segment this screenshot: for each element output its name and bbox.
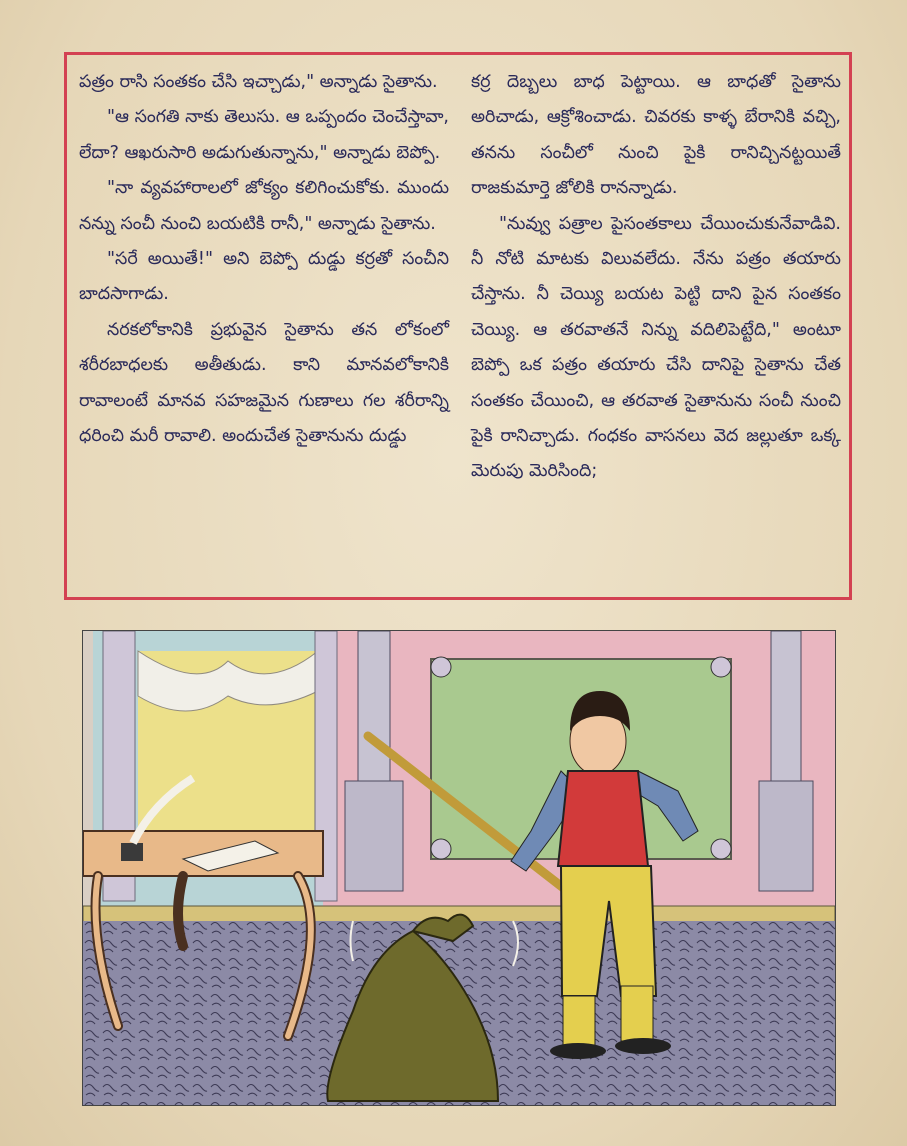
paragraph: "నా వ్యవహారాలలో జోక్యం కలిగించుకోకు. ముందు నన్ను సంచీ నుంచి బయటికి రానీ," అన్నాడు సైతాను. <box>79 178 449 234</box>
story-illustration <box>82 630 836 1106</box>
paragraph: నరకలోకానికి ప్రభువైన సైతాను తన లోకంలో శరీరబాధలకు అతీతుడు. కాని మానవలోకానికి రావాలంటే మానవ సహజమైన గుణాలు గల శరీరాన్ని ధరించి మరీ రావాలి. అందుచేత సైతానును దుడ్డు <box>79 319 449 447</box>
paragraph: "నువ్వు పత్రాల పైసంతకాలు చేయించుకునేవాడివి. నీ నోటి మాటకు విలువలేదు. నేను పత్రం తయారు చేస్తాను. నీ చెయ్యి బయట పెట్టి దాని పైన సంతకం చెయ్యి. ఆ తరవాతనే నిన్ను వదిలిపెట్టేది," అంటూ బెప్పో ఒక పత్రం తయారు చేసి దానిపై సైతాను చేత సంతకం చేయించి, ఆ తరవాత సైతానును సంచీ నుంచి పైకి రానిచ్చాడు. గంధకం వాసనలు వెద జల్లుతూ ఒక్క మెరుపు మెరిసింది; <box>471 213 841 482</box>
story-text-frame <box>64 52 852 600</box>
paragraph: కర్ర దెబ్బలు బాధ పెట్టాయి. ఆ బాధతో సైతాను అరిచాడు, ఆక్రోశించాడు. చివరకు కాళ్ళ బేరానికి వచ్చి, తనను సంచీలో నుంచి పైకి రానిచ్చినట్టయితే రాజకుమార్తె జోలికి రానన్నాడు. <box>471 72 841 199</box>
right-text-column <box>471 65 841 490</box>
paragraph: "ఆ సంగతి నాకు తెలుసు. ఆ ఒప్పందం చెంచేస్తావా, లేదా? ఆఖరుసారి అడుగుతున్నాను," అన్నాడు బెప్పో. <box>79 107 449 163</box>
paragraph: పత్రం రాసి సంతకం చేసి ఇచ్చాడు," అన్నాడు సైతాను. <box>79 72 438 92</box>
paragraph: "సరే అయితే!" అని బెప్పో దుడ్డు కర్రతో సంచీని బాదసాగాడు. <box>79 249 449 305</box>
left-text-column <box>79 65 449 454</box>
